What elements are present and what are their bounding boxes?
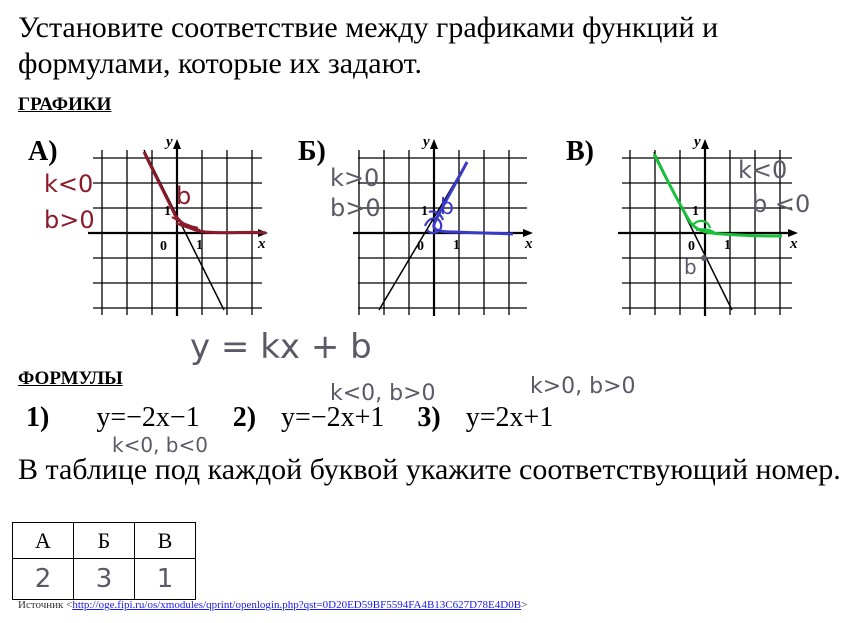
origin-label: 0 [417, 239, 424, 254]
x-axis-label: x [258, 236, 266, 252]
origin-label: 0 [688, 239, 695, 254]
formulas-header: ФОРМУЛЫ [18, 368, 123, 389]
note-formula-1: k<0, b<0 [112, 433, 208, 457]
answer-table [12, 522, 196, 600]
x-one-label: 1 [724, 238, 731, 253]
formula-3-number: 3) [417, 402, 441, 433]
note-a-k: k<0 [44, 170, 94, 198]
answer-value-c[interactable]: 1 [135, 559, 196, 600]
x-axis-label: x [525, 236, 533, 252]
x-axis-label: x [790, 236, 798, 252]
y-one-label: 1 [164, 204, 171, 219]
note-b-b: b>0 [330, 194, 381, 222]
graphs-header: ГРАФИКИ [18, 94, 112, 115]
instruction-text: В таблице под каждой буквой укажите соответствующий номер. [18, 453, 841, 486]
note-c-intercept: b [684, 255, 697, 279]
answer-header-b: Б [74, 523, 135, 559]
source-link[interactable]: http://oge.fipi.ru/os/xmodules/qprint/openlogin.php?qst=0D20ED59BF5594FA4B13C627D78E4D0B [72, 599, 522, 611]
origin-label: 0 [160, 239, 167, 254]
y-axis-label: y [166, 134, 173, 150]
y-axis-label: y [694, 134, 701, 150]
formula-1-expr: y=−2x−1 [96, 402, 200, 433]
answer-header-c: В [135, 523, 196, 559]
note-b-k: k>0 [330, 164, 380, 192]
note-c-k: k<0 [738, 156, 788, 184]
answer-header-a: А [13, 523, 74, 559]
note-b-intercept: b [440, 195, 454, 220]
task-text: Установите соответствие между графиками функций и формулами, которые их задают. [18, 11, 719, 80]
graph-a-letter: А) [28, 136, 58, 167]
graph-b-letter: Б) [298, 136, 326, 167]
note-general-formula: y = kx + b [190, 327, 372, 367]
source-prefix: Источник < [18, 599, 73, 611]
note-a-intercept: b [176, 182, 192, 210]
y-one-label: 1 [692, 204, 699, 219]
note-a-b: b>0 [44, 206, 95, 234]
x-one-label: 1 [453, 238, 460, 253]
formulas-row [26, 402, 579, 434]
y-axis-label: y [423, 134, 430, 150]
answer-value-b[interactable]: 3 [74, 559, 135, 600]
source-line [18, 599, 527, 611]
formula-2-expr: y=−2x+1 [281, 402, 385, 433]
formula-1-number: 1) [26, 402, 50, 433]
note-formula-2: k<0, b>0 [330, 381, 436, 406]
formula-2-number: 2) [232, 402, 257, 433]
y-one-label: 1 [421, 204, 428, 219]
x-one-label: 1 [196, 238, 203, 253]
note-c-b: b <0 [752, 190, 811, 218]
answer-value-a[interactable]: 2 [13, 559, 74, 600]
formula-3-expr: y=2x+1 [465, 402, 554, 433]
graph-c-letter: В) [566, 136, 594, 167]
source-suffix: > [521, 599, 528, 611]
note-formula-3: k>0, b>0 [530, 374, 636, 399]
